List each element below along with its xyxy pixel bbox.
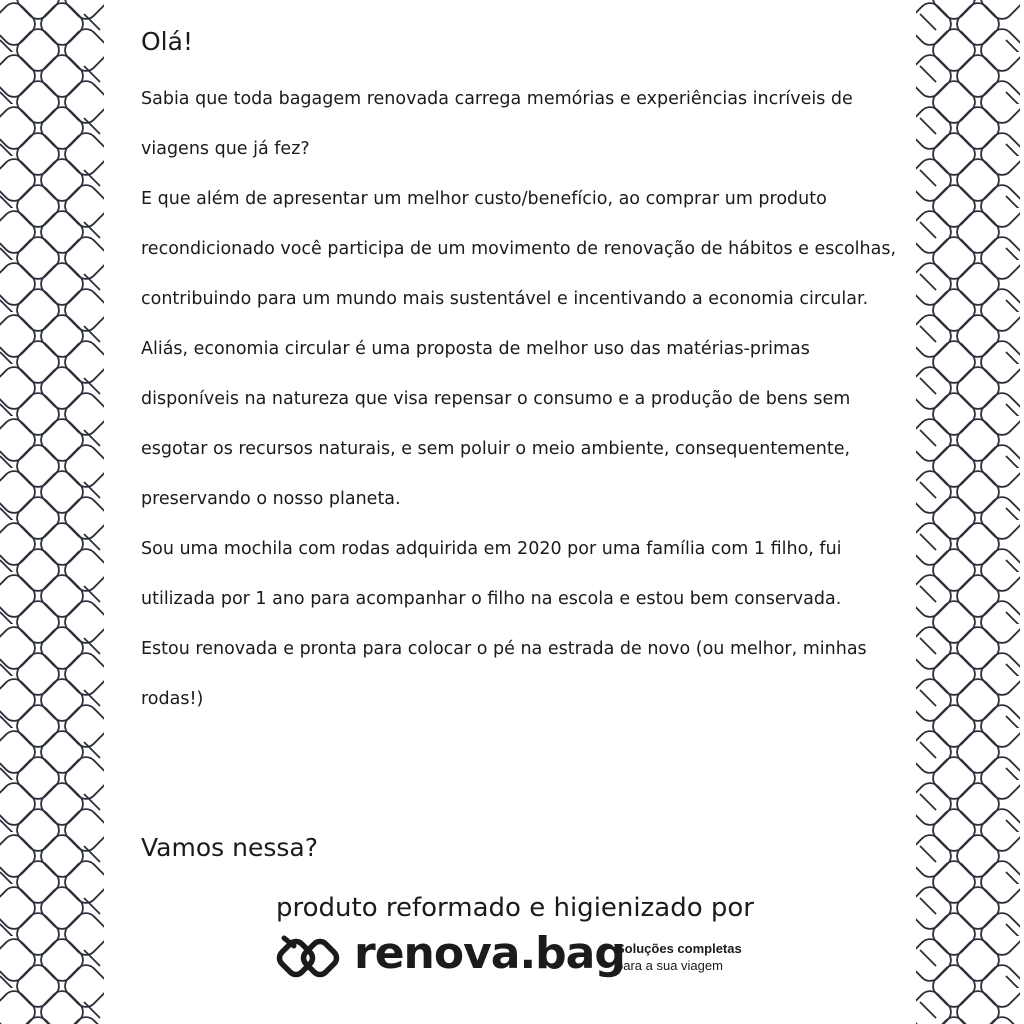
slogan-line-2: para a sua viagem (616, 958, 723, 973)
paragraph-circular-economy: Aliás, economia circular é uma proposta de melhor uso das matérias-primas disponíveis na natureza que visa repensar o consumo e a produção de bens sem esgotar os recursos naturais, e sem poluir o meio ambiente, consequentemente, preservando o nosso planeta. (141, 339, 851, 509)
brand-slogan (616, 940, 742, 974)
paragraph-product-history: Sou uma mochila com rodas adquirida em 2020 por uma família com 1 filho, fui utilizada por 1 ano para acompanhar o filho na escola e estou bem conservada. (141, 539, 842, 609)
two-linked-rounded-squares-icon (274, 932, 346, 984)
paragraph-memories: Sabia que toda bagagem renovada carrega memórias e experiências incríveis de viagens que já fez? (141, 89, 853, 159)
right-decorative-border (916, 0, 1020, 1024)
greeting-heading: Olá! (141, 27, 193, 56)
paragraph-benefits: E que além de apresentar um melhor custo/benefício, ao comprar um produto recondicionado você participa de um movimento de renovação de hábitos e escolhas, contribuindo para um mundo mais sustentável e incentivando a economia circular. (141, 189, 897, 309)
letter-body (141, 24, 911, 724)
slogan-line-1: Soluções completas (616, 941, 742, 956)
footer-tagline: produto reformado e higienizado por (276, 893, 754, 923)
paragraph-renewed: Estou renovada e pronta para colocar o pé na estrada de novo (ou melhor, minhas rodas!) (141, 639, 867, 709)
left-decorative-border (0, 0, 104, 1024)
brand-logo (274, 930, 774, 986)
brand-wordmark: renova.bag (354, 928, 625, 979)
closing-line: Vamos nessa? (141, 833, 318, 862)
